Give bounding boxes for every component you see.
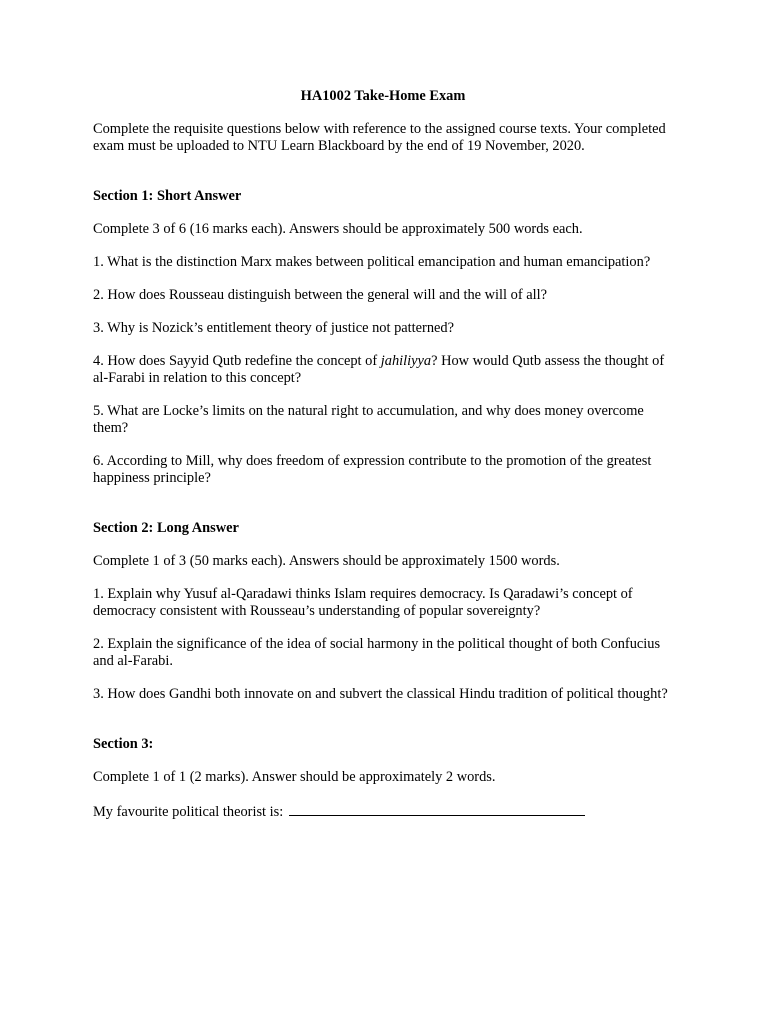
answer-blank-line[interactable] <box>289 802 585 816</box>
section-1-question-5: 5. What are Locke’s limits on the natural right to accumulation, and why does money overcome them? <box>93 403 644 436</box>
section-2-question-1: 1. Explain why Yusuf al-Qaradawi thinks Islam requires democracy. Is Qaradawi’s concept of democracy consistent with Rousseau’s understanding of popular sovereignty? <box>93 586 633 619</box>
document-title: HA1002 Take-Home Exam <box>300 88 466 104</box>
section-2-instructions: Complete 1 of 3 (50 marks each). Answers should be approximately 1500 words. <box>93 553 560 569</box>
question-4-term: jahiliyya <box>380 353 432 369</box>
section-2-heading: Section 2: Long Answer <box>93 520 239 536</box>
section-3-prompt-line <box>93 802 673 821</box>
intro-paragraph: Complete the requisite questions below with reference to the assigned course texts. Your completed exam must be uploaded to NTU Learn Blackboard by the end of 19 November, 2020. <box>93 121 666 154</box>
question-4-text-b: ? How would Qutb assess the thought of al-Farabi in relation to this concept? <box>93 353 665 386</box>
section-1-heading: Section 1: Short Answer <box>93 188 242 204</box>
section-2-question-3: 3. How does Gandhi both innovate on and subvert the classical Hindu tradition of political thought? <box>93 686 668 702</box>
question-4-text-a: 4. How does Sayyid Qutb redefine the concept of <box>93 353 381 369</box>
section-3-instructions: Complete 1 of 1 (2 marks). Answer should be approximately 2 words. <box>93 769 496 785</box>
section-2-question-2: 2. Explain the significance of the idea of social harmony in the political thought of both Confucius and al-Farabi. <box>93 636 661 669</box>
section-1-question-4 <box>93 353 673 387</box>
section-1-question-6: 6. According to Mill, why does freedom of expression contribute to the promotion of the greatest happiness principle? <box>93 453 652 486</box>
section-1-question-3: 3. Why is Nozick’s entitlement theory of justice not patterned? <box>93 320 455 336</box>
section-1-instructions: Complete 3 of 6 (16 marks each). Answers should be approximately 500 words each. <box>93 221 583 237</box>
section-3-heading: Section 3: <box>93 736 154 752</box>
favourite-theorist-prompt: My favourite political theorist is: <box>93 804 284 820</box>
exam-document <box>93 88 673 821</box>
section-1-question-2: 2. How does Rousseau distinguish between the general will and the will of all? <box>93 287 548 303</box>
section-1-question-1: 1. What is the distinction Marx makes between political emancipation and human emancipation? <box>93 254 651 270</box>
